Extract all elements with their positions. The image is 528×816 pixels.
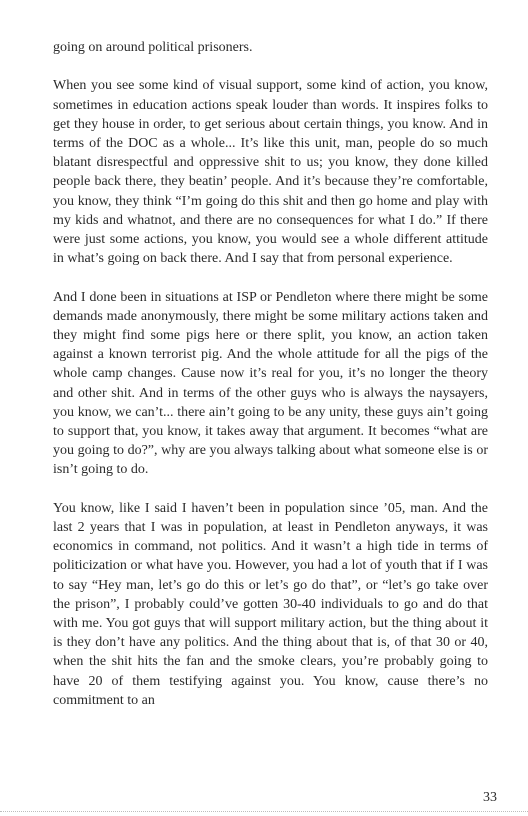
paragraph-1: going on around political prisoners.	[53, 40, 253, 55]
bottom-divider	[0, 811, 528, 813]
paragraph-4: You know, like I said I haven’t been in population since ’05, man. And the last 2 years that I was in population, at least in Pendleton anyways, it was economics in command, not politics. And it wasn’t a high tide in terms of politicization or what have you. However, you had a lot of youth that if I was to say “Hey man, let’s go do this or let’s go do that”, or “let’s go take over the prison”, I probably could’ve gotten 30-40 individuals to go and do that with me. You got guys that will support military action, but the thing about it is they don’t have any politics. And the thing about that is, of that 30 or 40, when the shit hits the fan and the smoke clears, you’re probably going to have 20 of them testifying against you. You know, cause there’s no commitment to an	[53, 500, 488, 708]
paragraph-2: When you see some kind of visual support, some kind of action, you know, sometimes in education actions speak louder than words. It inspires folks to get they house in order, to get serious about certain things, you know. And in terms of the DOC as a whole... It’s like this unit, man, people do so much blatant disrespectful and oppressive shit to us; you know, they done killed people back there, they beatin’ people. And it’s because they’re comfortable, you know, they think “I’m going do this shit and then go home and play with my kids and whatnot, and there are no consequences for what I do.” If there were just some actions, you know, you would see a whole different attitude in what’s going on back there. And I say that from personal experience.	[53, 78, 488, 267]
body-text	[53, 38, 488, 729]
paragraph-3: And I done been in situations at ISP or Pendleton where there might be some demands made anonymously, there might be some military actions taken and they might find some pigs here or there split, you know, an action taken against a known terrorist pig. And the whole attitude for all the pigs of the whole camp changes. Cause now it’s real for you, it’s no longer the theory and other shit. And in terms of the other guys who is always the naysayers, you know, we can’t... there ain’t going to be any unity, these guys ain’t going to support that, you know, it takes away that argument. It becomes “what are you going to do?”, why are you always talking about what someone else is or isn’t going to do.	[53, 289, 488, 478]
page-number: 33	[483, 790, 497, 805]
